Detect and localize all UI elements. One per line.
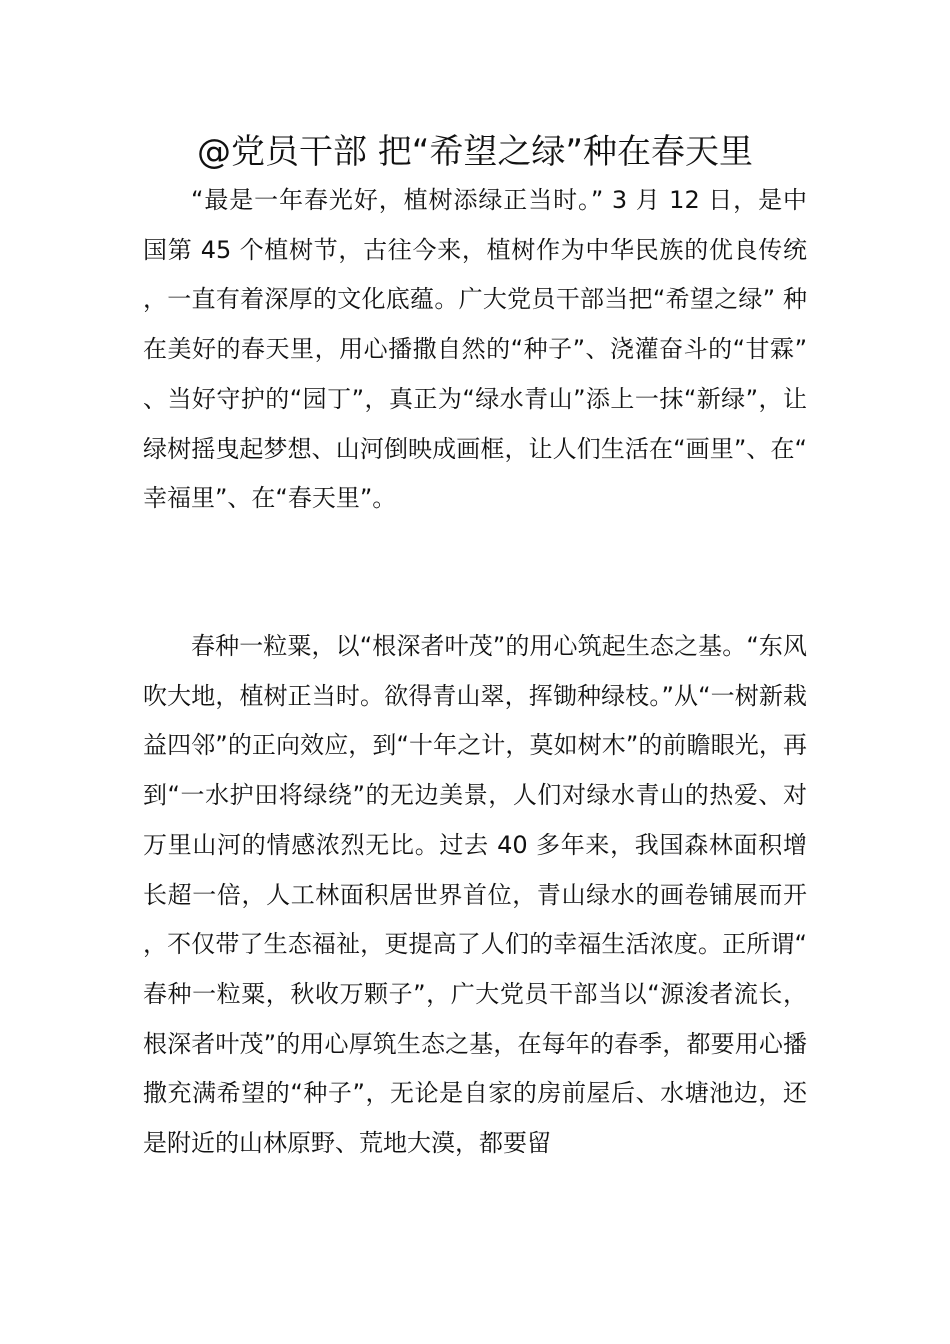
- paragraph-intro: “最是一年春光好，植树添绿正当时。” 3 月 12 日，是中国第 45 个植树节，古往今来，植树作为中华民族的优良传统，一直有着深厚的文化底蕴。广大党员干部当把“希望之绿” 种在美好的春天里，用心播撒自然的“种子”、浇灌奋斗的“甘霖”、当好守护的“园丁”，真正为“绿水青山”添上一抹“新绿”，让绿树摇曳起梦想、山河倒映成画框，让人们生活在“画里”、在“幸福里”、在“春天里”。: [143, 186, 807, 513]
- paragraph-spring-planting: 春种一粒粟，以“根深者叶茂”的用心筑起生态之基。“东风吹大地，植树正当时。欲得青山翠，挥锄种绿枝。”从“一树新栽益四邻”的正向效应，到“十年之计，莫如树木”的前瞻眼光，再到“一水护田将绿绕”的无边美景，人们对绿水青山的热爱、对万里山河的情感浓烈无比。过去 40 多年来，我国森林面积增长超一倍，人工林面积居世界首位，青山绿水的画卷铺展而开，不仅带了生态福祉，更提高了人们的幸福生活浓度。正所谓“春种一粒粟，秋收万颗子”，广大党员干部当以“源浚者流长，根深者叶茂”的用心厚筑生态之基，在每年的春季，都要用心播撒充满希望的“种子”，无论是自家的房前屋后、水塘池边，还是附近的山林原野、荒地大漠，都要留: [143, 632, 807, 1158]
- article-title: @党员干部 把“希望之绿”种在春天里: [196, 132, 754, 172]
